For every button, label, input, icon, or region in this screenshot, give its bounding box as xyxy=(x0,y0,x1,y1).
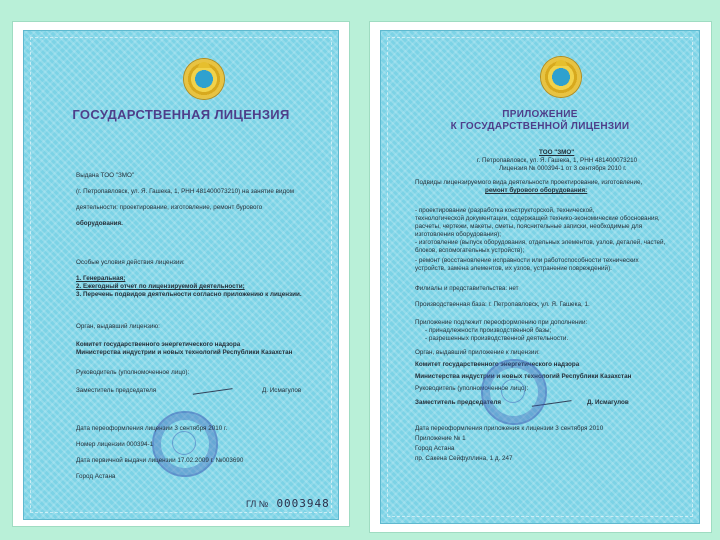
condition-item: 3. Перечень подвидов деятельности согласно приложению к лицензии. xyxy=(76,291,302,298)
subtype-item: технологической документации, содержащей технико-экономические обоснования, xyxy=(415,215,660,222)
holder-name: ТОО "ЗМО" xyxy=(539,149,575,156)
organ-title: Орган, выдавший приложение к лицензии: xyxy=(415,349,540,356)
license-page xyxy=(13,22,349,526)
head-name: Д. Исмагулов xyxy=(587,399,629,406)
note-line: - принадлежности производственной базы; xyxy=(425,327,552,334)
date-line: Дата переоформления лицензии 3 сентября 2010 г. xyxy=(76,425,228,432)
subtype-item: устройств, замена элементов, их узлов, устранение повреждений). xyxy=(415,265,612,272)
head-title: Руководитель (уполномоченное лицо): xyxy=(76,369,190,376)
organ-line: Комитет государственного энергетического надзора xyxy=(76,341,241,348)
head-sign-label: Заместитель председателя xyxy=(76,387,157,394)
branches-line: Филиалы и представительства: нет xyxy=(415,285,519,292)
state-emblem-icon xyxy=(184,59,224,99)
date-line: Номер лицензии 000394-1 xyxy=(76,441,154,448)
date-line: Дата первичной выдачи лицензии 17.02.2009 г. №003690 xyxy=(76,457,244,464)
date-line: Город Астана xyxy=(415,445,455,452)
appendix-page xyxy=(370,22,711,532)
subtype-item: - изготовление (выпуск оборудования, отдельных элементов, узлов, деталей, частей, xyxy=(415,239,666,246)
head-name: Д. Исмагулов xyxy=(262,387,302,394)
serial-label: ГЛ № xyxy=(246,499,269,509)
note-line: - разрешенных производственной деятельности. xyxy=(425,335,569,342)
organ-line: Министерства индустрии и новых технологий Республики Казахстан xyxy=(415,373,632,380)
activity-line-2: оборудования. xyxy=(76,220,123,227)
license-sheet xyxy=(23,30,339,520)
subtype-item: - ремонт (восстановление исправности или работоспособности технических xyxy=(415,257,639,264)
official-seal xyxy=(152,411,218,477)
address-line: (г. Петропавловск, ул. Я. Гашека, 1, РНН 481400073210) на занятие видом xyxy=(76,188,295,195)
subtypes-line-1: Подвиды лицензируемого вида деятельности проектирование, изготовление, xyxy=(415,179,643,186)
date-line: пр. Сакена Сейфуллина, 1 д. 247 xyxy=(415,455,513,462)
date-line: Город Астана xyxy=(76,473,116,480)
appendix-sheet xyxy=(380,30,700,524)
subtypes-line-2: ремонт бурового оборудования: xyxy=(485,187,588,194)
condition-item: 1. Генеральная; xyxy=(76,275,126,282)
head-title: Руководитель (уполномоченное лицо): xyxy=(415,385,529,392)
holder-license: Лицензия № 000394-1 от 3 сентября 2010 г. xyxy=(499,165,627,172)
organ-line: Министерства индустрии и новых технологий Республики Казахстан xyxy=(76,349,293,356)
subtype-item: расчеты, чертежи, макеты, сметы, пояснительные записки, необходимые для xyxy=(415,223,643,230)
serial-value: 0003948 xyxy=(276,497,330,510)
note-title: Приложение подлежит переоформлению при дополнении: xyxy=(415,319,588,326)
subtype-item: изготовления оборудования); xyxy=(415,231,501,238)
date-line: Приложение № 1 xyxy=(415,435,466,442)
official-seal xyxy=(481,359,547,425)
date-line: Дата переоформления приложения к лицензии 3 сентября 2010 xyxy=(415,425,604,432)
conditions-title: Особые условия действия лицензии: xyxy=(76,259,185,266)
license-title: ГОСУДАРСТВЕННАЯ ЛИЦЕНЗИЯ xyxy=(72,107,290,122)
holder-address: г. Петропавловск, ул. Я. Гашека, 1, РНН 481400073210 xyxy=(477,157,638,164)
activity-line-1: деятельности: проектирование, изготовление, ремонт бурового xyxy=(76,204,263,211)
serial-number xyxy=(246,497,330,510)
condition-item: 2. Ежегодный отчет по лицензируемой деятельности; xyxy=(76,283,245,290)
head-sign-label: Заместитель председателя xyxy=(415,399,502,406)
subtype-item: блоков, вспомогательных устройств); xyxy=(415,247,525,254)
organ-title: Орган, выдавший лицензию: xyxy=(76,323,160,330)
issued-line: Выдана ТОО "ЗМО" xyxy=(76,172,135,179)
production-base-line: Производственная база: г. Петропавловск, ул. Я. Гашека, 1. xyxy=(415,301,590,308)
appendix-subtitle: К ГОСУДАРСТВЕННОЙ ЛИЦЕНЗИИ xyxy=(450,121,630,132)
appendix-title: ПРИЛОЖЕНИЕ xyxy=(502,109,578,120)
subtype-item: - проектирование (разработка конструкторской, технической, xyxy=(415,207,595,214)
state-emblem-icon xyxy=(541,57,581,97)
organ-line: Комитет государственного энергетического надзора xyxy=(415,361,580,368)
